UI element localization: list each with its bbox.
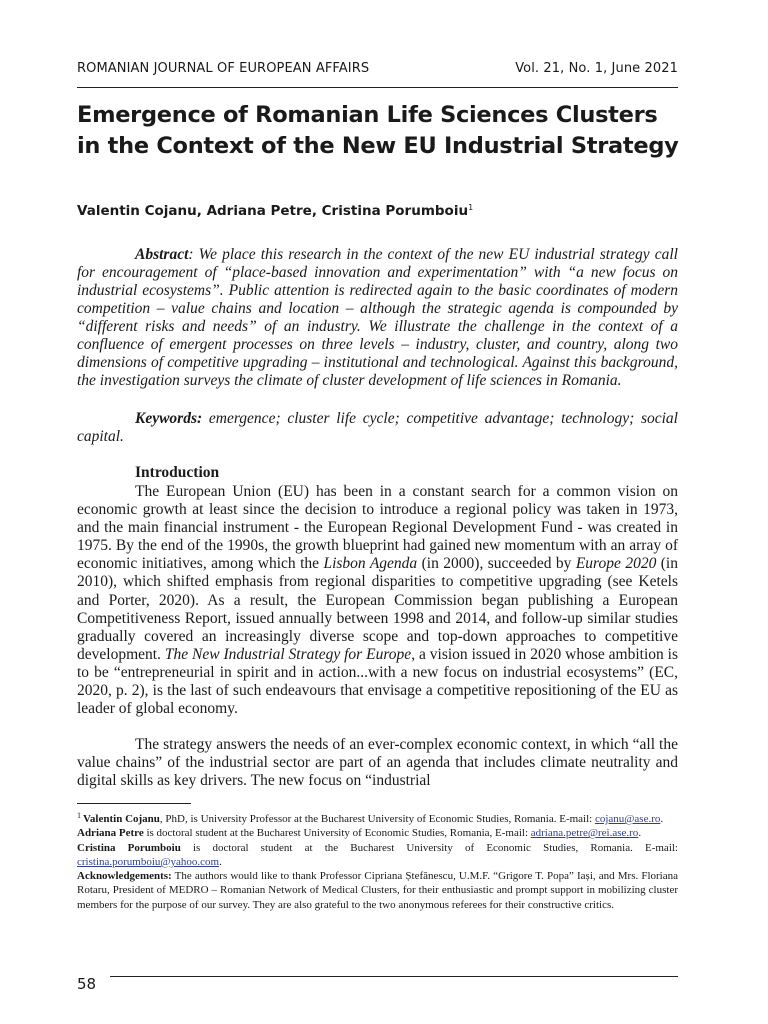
email-link-petre[interactable]: adriana.petre@rei.ase.ro bbox=[530, 827, 639, 840]
footnote-text: is doctoral student at the Bucharest University of Economic Studies, Romania, E-mail: bbox=[143, 827, 531, 840]
footnote-petre bbox=[77, 826, 678, 840]
footnote-author-name: Adriana Petre bbox=[77, 827, 144, 840]
p1-italic-lisbon: Lisbon Agenda bbox=[323, 555, 418, 573]
acknowledgements-label: Acknowledgements: bbox=[77, 870, 172, 883]
abstract-label: Abstract bbox=[135, 246, 189, 263]
footnote-text: , PhD, is University Professor at the Bucharest University of Economic Studies, Romania. E-mail: bbox=[159, 813, 595, 825]
keywords-label: Keywords: bbox=[135, 410, 203, 427]
p1-italic-strategy: The New Industrial Strategy for Europe bbox=[164, 645, 412, 663]
footer-divider bbox=[110, 976, 678, 977]
keywords-text: emergence; cluster life cycle; competitive advantage; technology; social capital. bbox=[77, 410, 678, 445]
footnote-period: . bbox=[660, 813, 664, 825]
footnote-author-name: Cristina Porumboiu bbox=[77, 841, 181, 854]
footnotes bbox=[77, 809, 678, 912]
journal-name: ROMANIAN JOURNAL OF EUROPEAN AFFAIRS bbox=[77, 61, 370, 76]
email-link-cojanu[interactable]: cojanu@ase.ro bbox=[594, 813, 661, 825]
footnote-period: . bbox=[219, 855, 222, 868]
header-divider bbox=[77, 87, 678, 88]
footnote-acknowledgements bbox=[77, 869, 678, 912]
author-names: Valentin Cojanu, Adriana Petre, Cristina Porumboiu bbox=[77, 203, 469, 219]
footnote-text: is doctoral student at the Bucharest University of Economic Studies, Romania. E-mail: bbox=[180, 841, 678, 854]
footnote-cojanu bbox=[77, 809, 678, 826]
body-paragraph-2: The strategy answers the needs of an ever-complex economic context, in which “all the value chains” of the industrial sector are part of an agenda that includes climate neutrality and digital skills as key drivers. The new focus on “industrial bbox=[77, 736, 678, 790]
abstract-text: : We place this research in the context of the new EU industrial strategy call for encouragement of “place-based innovation and experimentation” with “a new focus on industrial ecosystems”. Public attention is redirected again to the basic coordinates of modern competition – value chains and location – although the strategic agenda is compounded by “different risks and needs” of an industry. We illustrate the challenge in the context of a confluence of emergent processes on three levels – industry, cluster, and country, along two dimensions of competitive upgrading – institutional and technological. Against this background, the investigation surveys the climate of cluster development of life sciences in Romania. bbox=[77, 246, 678, 389]
footnote-author-name: Valentin Cojanu bbox=[83, 813, 160, 825]
keywords bbox=[77, 410, 678, 446]
body-paragraph-1 bbox=[77, 483, 678, 718]
running-head bbox=[77, 61, 678, 76]
footnote-porumboiu bbox=[77, 841, 678, 870]
author-footnote-marker: 1 bbox=[468, 203, 474, 212]
section-heading-introduction: Introduction bbox=[135, 464, 220, 481]
article-title: Emergence of Romanian Life Sciences Clusters in the Context of the New EU Industrial Strategy bbox=[77, 102, 679, 159]
page-number: 58 bbox=[77, 975, 97, 993]
author-line bbox=[77, 203, 678, 219]
acknowledgements-text: The authors would like to thank Professor Cipriana Ștefănescu, U.M.F. “Grigore T. Popa” Iași, and Mrs. Floriana Rotaru, President of MEDRO – Romanian Network of Medical Clusters, for their enthusiastic and prompt support in mobilizing cluster members for the purpose of our survey. They are also grateful to the two anonymous referees for their constructive critics. bbox=[77, 870, 678, 911]
footnote-period: . bbox=[638, 827, 642, 840]
volume-info: Vol. 21, No. 1, June 2021 bbox=[515, 61, 678, 76]
footnote-marker: 1 bbox=[77, 811, 81, 820]
p1-text-3: (in 2010), which shifted emphasis from regional disparities to competitive upgrading (see Ketels and Porter, 2020). As a result, the European Commission began publishing a European Competitiveness Report, issued annually between 1998 and 2014, and follow-up similar studies gradually covered an increasingly diverse scope and top-down approaches to competitive development. bbox=[77, 555, 678, 663]
p1-text-2: (in 2000), succeeded by bbox=[417, 555, 576, 573]
abstract bbox=[77, 246, 678, 390]
p1-text-4: , a vision issued in 2020 whose ambition is to be “entrepreneurial in spirit and in action...with a new focus on industrial ecosystems” (EC, 2020, p. 2), is the last of such endeavours that envisage a competitive repositioning of the EU as leader of global economy. bbox=[77, 645, 679, 718]
p1-text-1: The European Union (EU) has been in a constant search for a common vision on economic growth at least since the decision to introduce a regional policy was taken in 1973, and the main financial instrument - the European Regional Development Fund - was created in 1975. By the end of the 1990s, the growth blueprint had gained new momentum with an array of economic initiatives, among which the bbox=[77, 483, 678, 573]
email-link-porumboiu[interactable]: cristina.porumboiu@yahoo.com bbox=[77, 855, 220, 868]
p1-italic-europe2020: Europe 2020 bbox=[575, 555, 657, 573]
footnote-divider bbox=[77, 803, 191, 804]
